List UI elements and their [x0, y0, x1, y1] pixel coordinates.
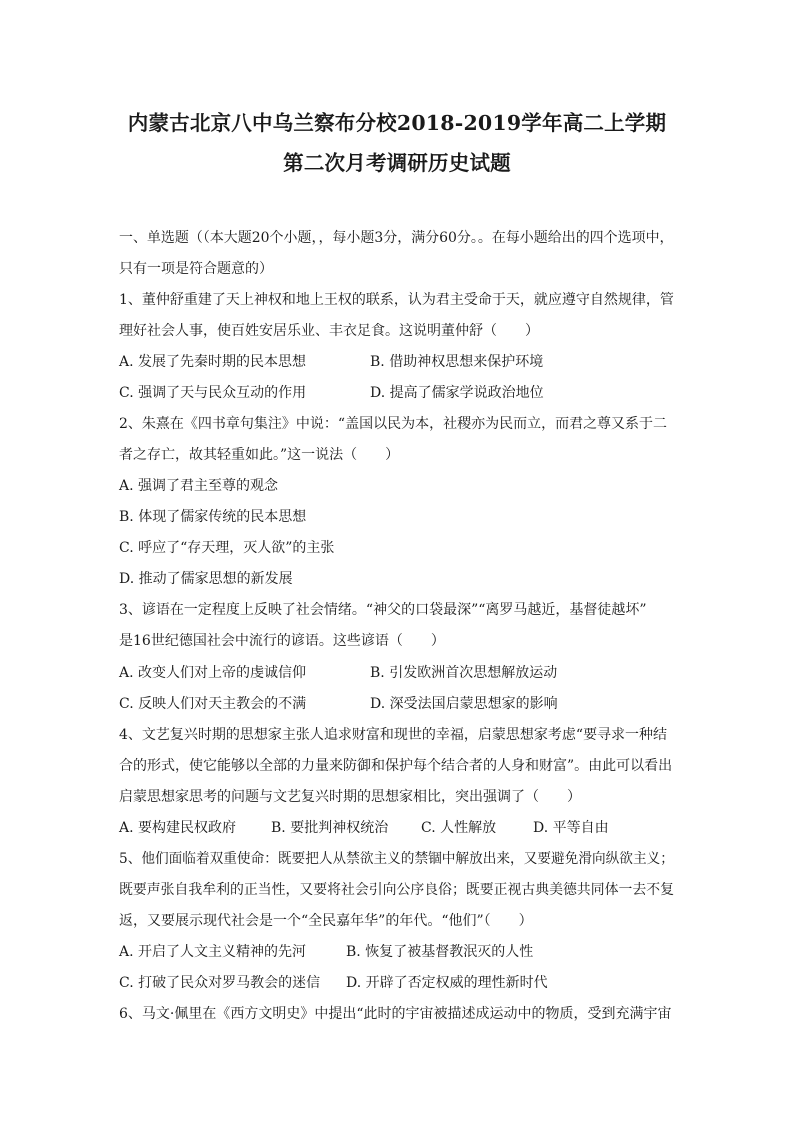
question-4-stem-line1: 4、文艺复兴时期的思想家主张人追求财富和现世的幸福，启蒙思想家考虑“要寻求一种结 — [119, 727, 668, 743]
question-1-option-a: A. 发展了先秦时期的民本思想 — [119, 354, 307, 370]
question-3-option-d: D. 深受法国启蒙思想家的影响 — [370, 696, 558, 712]
question-2-stem-line2: 者之存亡，故其轻重如此。”这一说法（ ） — [119, 447, 400, 463]
exam-title-line2: 第二次月考调研历史试题 — [283, 151, 511, 175]
question-5-option-b: B. 恢复了被基督教泯灭的人性 — [346, 944, 534, 960]
question-1-option-d: D. 提高了儒家学说政治地位 — [370, 385, 544, 401]
question-5-stem-line3: 返，又要展示现代社会是一个“全民嘉年华”的年代。“他们”（ ） — [119, 913, 533, 929]
question-6-stem-line1: 6、马文·佩里在《西方文明史》中提出“此时的宇宙被描述成运动中的物质，受到充满宇宙 — [119, 1006, 672, 1022]
question-4-option-d: D. 平等自由 — [533, 820, 609, 836]
exam-title-line1: 内蒙古北京八中乌兰察布分校2018-2019学年高二上学期 — [127, 111, 667, 135]
question-2-option-b: B. 体现了儒家传统的民本思想 — [119, 509, 307, 525]
question-5-stem-line2: 既要声张自我牟利的正当性，又要将社会引向公序良俗；既要正视古典美德共同体一去不复 — [119, 882, 675, 898]
question-2-option-a: A. 强调了君主至尊的观念 — [119, 478, 279, 494]
question-3-option-c: C. 反映人们对天主教会的不满 — [119, 696, 307, 712]
section-instruction-line2: 只有一项是符合题意的） — [119, 261, 273, 277]
question-3-option-b: B. 引发欧洲首次思想解放运动 — [370, 665, 558, 681]
question-4-stem-line2: 合的形式，使它能够以全部的力量来防御和保护每个结合者的人身和财富”。由此可以看出 — [119, 758, 673, 774]
question-5-option-a: A. 开启了人文主义精神的先河 — [119, 944, 307, 960]
question-3-stem-line2: 是16世纪德国社会中流行的谚语。这些谚语（ ） — [119, 633, 445, 649]
question-5-option-d: D. 开辟了否定权威的理性新时代 — [346, 975, 548, 991]
question-3-stem-line1: 3、谚语在一定程度上反映了社会情绪。“神父的口袋最深”“离罗马越近，基督徒越坏” — [119, 602, 647, 618]
question-2-stem-line1: 2、朱熹在《四书章句集注》中说：“盖国以民为本，社稷亦为民而立，而君之尊又系于二 — [119, 416, 668, 432]
question-1-stem-line2: 理好社会人事，使百姓安居乐业、丰衣足食。这说明董仲舒（ ） — [119, 323, 539, 339]
question-4-option-a: A. 要构建民权政府 — [119, 820, 237, 836]
question-4-option-b: B. 要批判神权统治 — [271, 820, 389, 836]
question-1-option-c: C. 强调了天与民众互动的作用 — [119, 385, 307, 401]
question-3-option-a: A. 改变人们对上帝的虔诚信仰 — [119, 665, 307, 681]
question-1-stem-line1: 1、董仲舒重建了天上神权和地上王权的联系，认为君主受命于天，就应遵守自然规律，管 — [119, 292, 674, 308]
question-4-option-c: C. 人性解放 — [421, 820, 497, 836]
question-5-stem-line1: 5、他们面临着双重使命：既要把人从禁欲主义的禁锢中解放出来，又要避免滑向纵欲主义； — [119, 851, 674, 867]
section-instruction-line1: 一、单选题（（本大题20个小题，，每小题3分，满分60分。。在每小题给出的四个选项中， — [119, 230, 674, 246]
question-1-option-b: B. 借助神权思想来保护环境 — [370, 354, 544, 370]
question-4-stem-line3: 启蒙思想家思考的问题与文艺复兴时期的思想家相比，突出强调了（ ） — [119, 789, 581, 805]
question-2-option-d: D. 推动了儒家思想的新发展 — [119, 571, 293, 587]
question-2-option-c: C. 呼应了“存天理，灭人欲”的主张 — [119, 540, 335, 556]
question-5-option-c: C. 打破了民众对罗马教会的迷信 — [119, 975, 321, 991]
